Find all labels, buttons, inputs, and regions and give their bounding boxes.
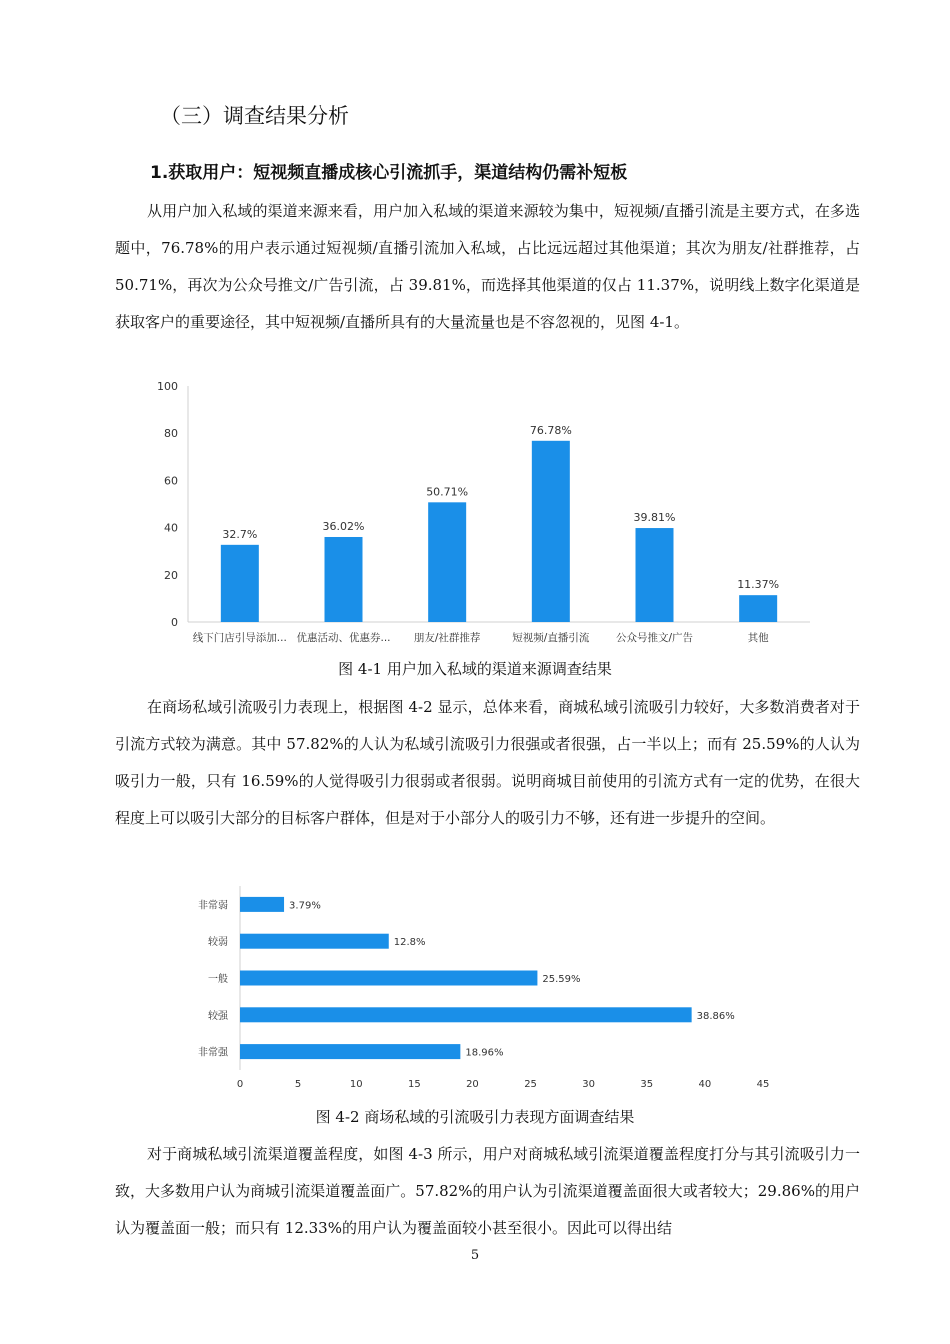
x-tick-label: 线下门店引导添加...	[192, 632, 287, 644]
data-label: 36.02%	[322, 519, 365, 533]
y-tick-label: 80	[164, 427, 178, 441]
paragraph-3: 对于商城私域引流渠道覆盖程度，如图 4-3 所示，用户对商城私域引流渠道覆盖程度打分与其引流吸引力一致，大多数用户认为商城引流渠道覆盖面广。57.82%的用户认为引流渠道覆盖面很大或者较大；29.86%的用户认为覆盖面一般；而只有 12.33%的用户认为覆盖面较小甚至很小。因此可以得出结	[115, 1145, 860, 1237]
bar	[240, 1044, 460, 1059]
y-tick-label: 60	[164, 474, 178, 488]
y-tick-label: 非常强	[198, 1047, 228, 1059]
data-label: 76.78%	[529, 423, 572, 437]
y-tick-label: 40	[164, 521, 178, 535]
bar	[532, 441, 570, 622]
bar	[240, 934, 389, 949]
bar	[240, 897, 284, 912]
chart-attraction-level	[185, 882, 785, 1092]
data-label: 12.8%	[393, 937, 426, 949]
page-number: 5	[470, 1248, 480, 1263]
y-tick-label: 较弱	[208, 937, 228, 949]
data-label: 39.81%	[633, 511, 676, 525]
data-label: 32.7%	[222, 527, 258, 541]
x-tick-label: 15	[407, 1079, 421, 1090]
x-tick-label: 0	[236, 1079, 244, 1090]
x-tick-label: 40	[698, 1079, 712, 1090]
figure-caption-1: 图 4-1 用户加入私域的渠道来源调查结果	[338, 660, 612, 678]
x-tick-label: 5	[294, 1079, 302, 1090]
y-tick-label: 较强	[208, 1010, 228, 1022]
bar	[636, 528, 674, 622]
bar	[428, 502, 466, 622]
x-tick-label: 公众号推文/广告	[615, 632, 694, 644]
data-label: 3.79%	[289, 900, 321, 912]
x-tick-label: 20	[466, 1079, 479, 1090]
y-tick-label: 100	[157, 380, 178, 393]
data-label: 38.86%	[696, 1010, 735, 1022]
bar	[240, 971, 537, 986]
figure-caption-2: 图 4-2 商场私域的引流吸引力表现方面调查结果	[315, 1108, 635, 1126]
x-tick-label: 其他	[747, 632, 769, 644]
y-tick-label: 20	[164, 568, 178, 582]
bar	[221, 545, 259, 622]
paragraph-1: 从用户加入私域的渠道来源来看，用户加入私域的渠道来源较为集中，短视频/直播引流是主要方式，在多选题中，76.78%的用户表示通过短视频/直播引流加入私域，占比远远超过其他渠道；其次为朋友/社群推荐，占 50.71%，再次为公众号推文/广告引流，占 39.81%，而选择其他渠道的仅占 11.37%，说明线上数字化渠道是获取客户的重要途径，其中短视频/直播所具有的大量流量也是不容忽视的，见图 4-1。	[115, 202, 860, 331]
bar	[739, 595, 777, 622]
x-tick-label: 朋友/社群推荐	[413, 632, 481, 644]
section-title: （三）调查结果分析	[160, 104, 349, 128]
y-tick-label: 0	[171, 616, 178, 629]
data-label: 25.59%	[542, 974, 581, 985]
x-tick-label: 10	[349, 1079, 363, 1090]
bar	[240, 1007, 692, 1022]
x-tick-label: 45	[756, 1079, 770, 1090]
y-tick-label: 非常弱	[198, 900, 228, 912]
data-label: 50.71%	[426, 485, 469, 499]
x-tick-label: 35	[640, 1079, 654, 1090]
data-label: 18.96%	[465, 1047, 504, 1059]
subsection-title: 1.获取用户：短视频直播成核心引流抓手，渠道结构仍需补短板	[150, 163, 628, 183]
y-tick-label: 一般	[208, 974, 228, 985]
x-tick-label: 短视频/直播引流	[512, 632, 590, 644]
x-tick-label: 30	[582, 1079, 596, 1090]
x-tick-label: 优惠活动、优惠券...	[296, 632, 391, 644]
data-label: 11.37%	[737, 578, 780, 592]
bar	[325, 537, 363, 622]
paragraph-2: 在商场私域引流吸引力表现上，根据图 4-2 显示，总体来看，商城私域引流吸引力较好，大多数消费者对于引流方式较为满意。其中 57.82%的人认为私域引流吸引力很强或者很强，占一半以上；而有 25.59%的人认为吸引力一般，只有 16.59%的人觉得吸引力很弱或者很弱。说明商城目前使用的引流方式有一定的优势，在很大程度上可以吸引大部分的目标客户群体，但是对于小部分人的吸引力不够，还有进一步提升的空间。	[115, 698, 860, 827]
x-tick-label: 25	[524, 1079, 537, 1090]
chart-channel-sources	[150, 372, 820, 652]
